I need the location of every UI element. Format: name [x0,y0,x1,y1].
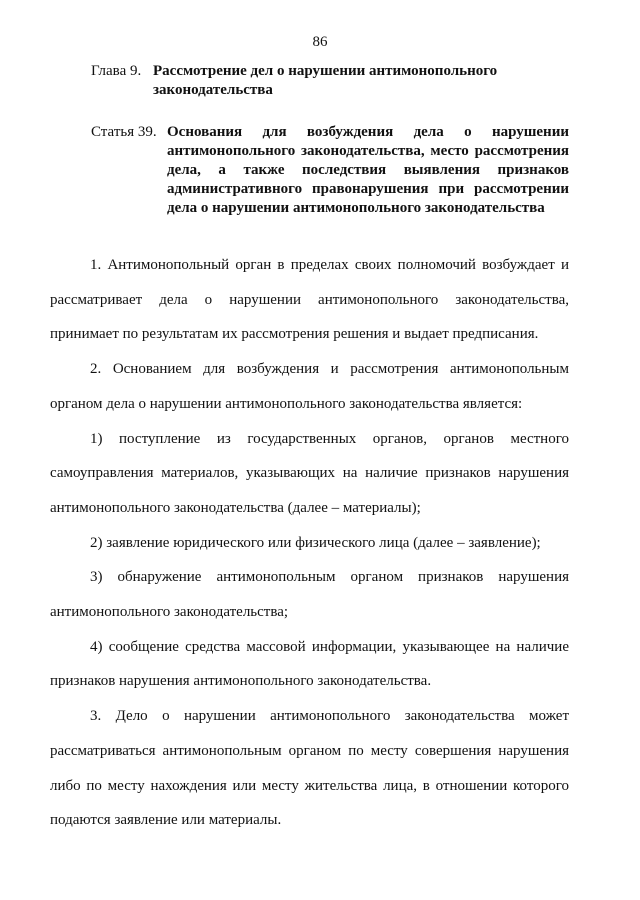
paragraph-3: 3. Дело о нарушении антимонопольного законодательства может рассматриваться антимонопольным органом по месту совершения нарушения либо по месту нахождения или месту жительства лица, в отношении которого подаются заявление или материалы. [50,708,569,829]
paragraph-2-item-2: 2) заявление юридического или физического лица (далее – заявление); [90,534,541,551]
article-title: Основания для возбуждения дела о нарушении антимонопольного законодательства, место рассмотрения дела, а также последствия выявления признаков административного правонарушения при рассмотрении дела о нарушении антимонопольного законодательства [167,124,569,216]
article-label: Статья 39. [91,124,157,140]
article-body [50,248,569,838]
chapter-title: Рассмотрение дел о нарушении антимонопольного [153,63,498,79]
paragraph-2-item-1: 1) поступление из государственных органов, органов местного самоуправления материалов, указывающих на наличие признаков нарушения антимонопольного законодательства (далее – материалы); [50,430,569,516]
chapter-heading [91,62,561,100]
chapter-title-continuation: законодательства [153,82,273,98]
chapter-label: Глава 9. [91,63,142,79]
article-heading [91,123,569,218]
paragraph-2-item-3: 3) обнаружение антимонопольным органом признаков нарушения антимонопольного законодательства; [50,569,569,621]
page-number: 86 [312,34,328,50]
paragraph-2-item-4: 4) сообщение средства массовой информации, указывающее на наличие признаков нарушения антимонопольного законодательства. [50,638,569,690]
paragraph-1: 1. Антимонопольный орган в пределах своих полномочий возбуждает и рассматривает дела о нарушении антимонопольного законодательства, принимает по результатам их рассмотрения решения и выдает предписания. [50,257,569,343]
paragraph-2: 2. Основанием для возбуждения и рассмотрения антимонопольным органом дела о нарушении антимонопольного законодательства является: [50,361,569,412]
